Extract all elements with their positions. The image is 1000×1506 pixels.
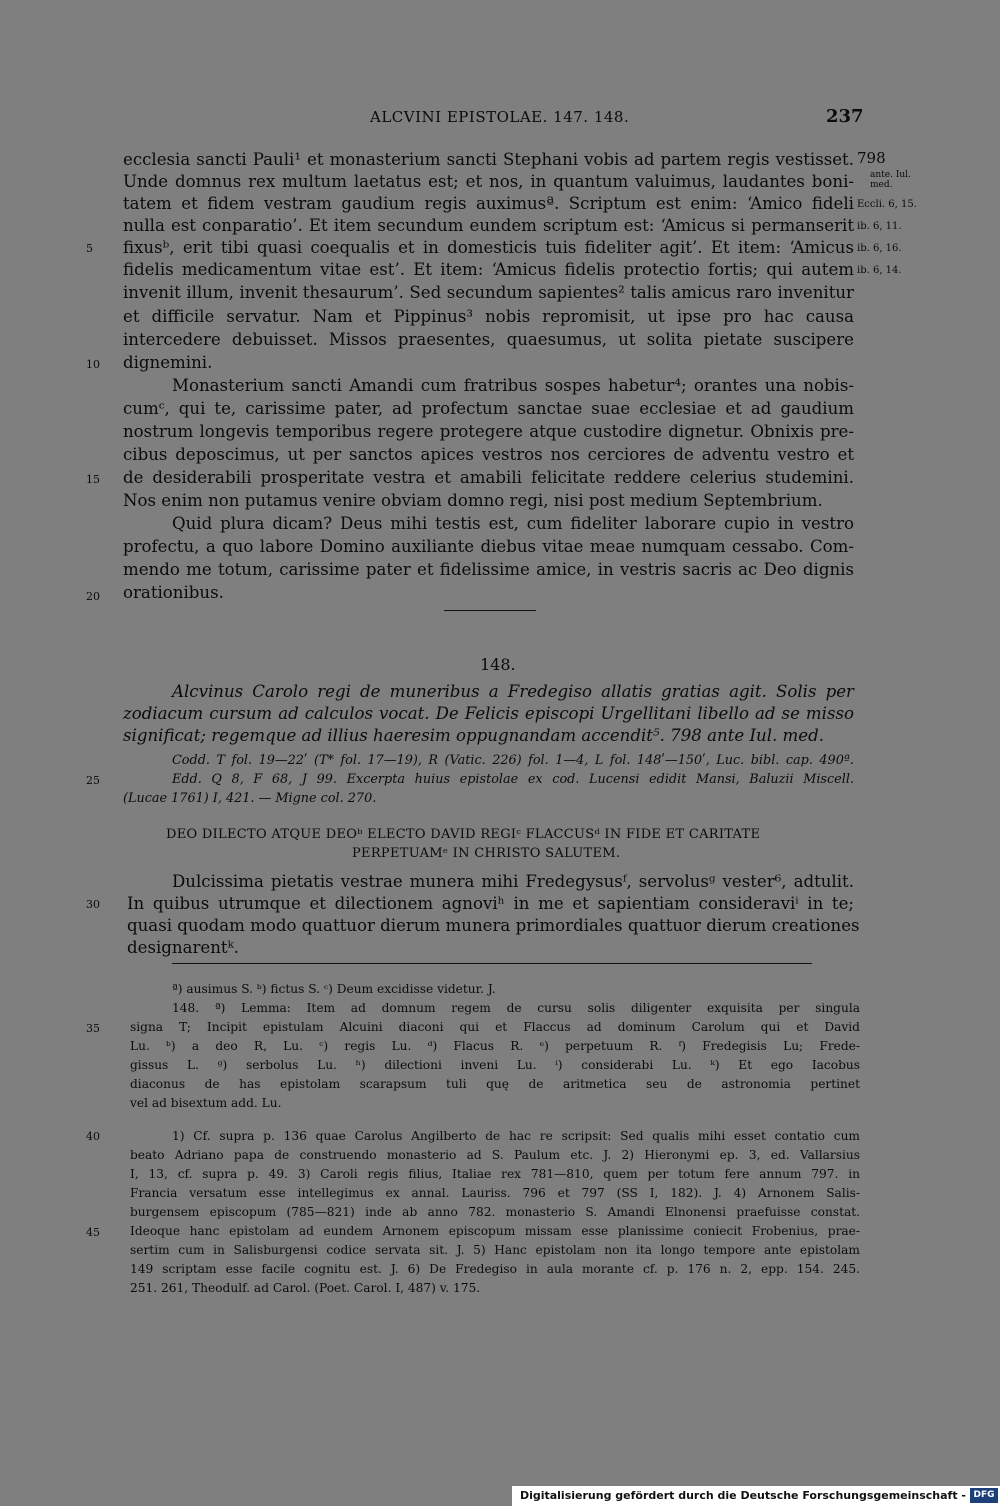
line-number: 10 — [86, 358, 100, 371]
apparatus-line: diaconus de has epistolam scarapsum tuli quę de aritmetica seu de astronomia pertinet — [130, 1077, 860, 1091]
codices-line: (Lucae 1761) I, 421. — Migne col. 270. — [123, 791, 377, 806]
margin-reference: ib. 6, 11. — [857, 221, 902, 232]
body-line: dignemini. — [123, 353, 213, 372]
body-line: et difficile servatur. Nam et Pippinus³ nobis repromisit, ut ipse pro hac causa — [123, 307, 854, 326]
line-number: 40 — [86, 1130, 100, 1143]
margin-date: ante. Iul. med. — [870, 170, 911, 190]
body-line: invenit illum, invenit thesaurum’. Sed secundum sapientes² talis amicus raro invenitur — [123, 283, 854, 302]
body-line: de desiderabili prosperitate vestra et amabili felicitate reddere celerius studemini. — [123, 468, 854, 487]
apparatus-line: signa T; Incipit epistulam Alcuini diaconi qui et Flaccus ad dominum Carolum qui et David — [130, 1020, 860, 1034]
body-line: intercedere debuisset. Missos praesentes, quaesumus, ut solita pietate suscipere — [123, 330, 854, 349]
summary-line: Alcvinus Carolo regi de muneribus a Fredegiso allatis gratias agit. Solis per — [172, 682, 854, 701]
letter-number: 148. — [480, 655, 516, 674]
funding-text: Digitalisierung gefördert durch die Deutsche Forschungsgemeinschaft - — [519, 1489, 966, 1502]
footnote-line: 1) Cf. supra p. 136 quae Carolus Angilberto de hac re scripsit: Sed qualis mihi esset contatio cum — [172, 1129, 860, 1143]
line-number: 25 — [86, 774, 100, 787]
body-line: profectu, a quo labore Domino auxiliante diebus vitae meae numquam cessabo. Com- — [123, 537, 854, 556]
body-line: Monasterium sancti Amandi cum fratribus sospes habetur⁴; orantes una nobis- — [172, 376, 854, 395]
apparatus-line: ª) ausimus S. ᵇ) fictus S. ᶜ) Deum excidisse videtur. J. — [172, 982, 496, 996]
body-line: fixusᵇ, erit tibi quasi coequalis et in domesticis tuis fideliter agit’. Et item: ‘Amicus — [123, 238, 854, 257]
funding-footer — [512, 1486, 1000, 1506]
body-line: Unde domnus rex multum laetatus est; et nos, in quantum valuimus, laudantes boni- — [123, 172, 854, 191]
margin-year: 798 — [857, 149, 886, 167]
apparatus-line: Lu. ᵇ) a deo R, Lu. ᶜ) regis Lu. ᵈ) Flacus R. ᵉ) perpetuum R. ᶠ) Fredegisis Lu; Frede- — [130, 1039, 860, 1053]
footnote-line: burgensem episcopum (785—821) inde ab anno 782. monasterio S. Amandi Elnonensi praefuisse constat. — [130, 1205, 860, 1219]
summary-line: significat; regemque ad illius haeresim oppugnandam accendit⁵. 798 ante Iul. med. — [123, 726, 825, 745]
line-number: 45 — [86, 1226, 100, 1239]
apparatus-line: 148. ª) Lemma: Item ad domnum regem de cursu solis diligenter exquisita per singula — [172, 1001, 860, 1015]
letter-text-line: quasi quodam modo quattuor dierum munera primordiales quattuor dierum creationes — [127, 916, 860, 935]
apparatus-divider — [172, 963, 812, 964]
footnote-line: Francia versatum esse intellegimus ex annal. Lauriss. 796 et 797 (SS I, 182). J. 4) Arnonem Salis- — [130, 1186, 860, 1200]
line-number: 20 — [86, 590, 100, 603]
footnote-line: Ideoque hanc epistolam ad eundem Arnonem episcopum missam esse planissime coniecit Frobenius, prae- — [130, 1224, 860, 1238]
codices-line: Codd. T fol. 19—22ʹ (T* fol. 17—19), R (Vatic. 226) fol. 1—4, L fol. 148ʹ—150ʹ, Luc. bibl. cap. 490ª. — [172, 753, 854, 768]
body-line: Quid plura dicam? Deus mihi testis est, cum fideliter laborare cupio in vestro — [172, 514, 854, 533]
line-number: 5 — [86, 242, 93, 255]
address-line: DEO DILECTO ATQUE DEOᵇ ELECTO DAVID REGIᶜ FLACCUSᵈ IN FIDE ET CARITATE — [166, 827, 761, 842]
running-title: ALCVINI EPISTOLAE. 147. 148. — [370, 108, 630, 126]
footnote-line: 149 scriptam esse facile cognitu est. J. 6) De Fredegiso in aula morante cf. p. 176 n. 2, epp. 154. 245. — [130, 1262, 860, 1276]
apparatus-line: gissus L. ᵍ) serbolus Lu. ʰ) dilectioni inveni Lu. ⁱ) considerabi Lu. ᵏ) Et ego Iacobus — [130, 1058, 860, 1072]
footnote-line: 251. 261, Theodulf. ad Carol. (Poet. Carol. I, 487) v. 175. — [130, 1281, 481, 1295]
dfg-logo: DFG — [970, 1488, 998, 1503]
margin-reference: ib. 6, 16. — [857, 243, 902, 254]
body-line: cumᶜ, qui te, carissime pater, ad profectum sanctae suae ecclesiae et ad gaudium — [123, 399, 854, 418]
letter-text-line: In quibus utrumque et dilectionem agnoviʰ in me et sapientiam consideraviⁱ in te; — [127, 894, 854, 913]
address-line: PERPETUAMᵉ IN CHRISTO SALUTEM. — [352, 846, 621, 861]
margin-reference: ib. 6, 14. — [857, 265, 902, 276]
body-line: ecclesia sancti Pauli¹ et monasterium sancti Stephani vobis ad partem regis vestisset. — [123, 150, 854, 169]
codices-line: Edd. Q 8, F 68, J 99. Excerpta huius epistolae ex cod. Lucensi edidit Mansi, Baluzii Miscell. — [172, 772, 854, 787]
line-number: 15 — [86, 473, 100, 486]
footnote-line: I, 13, cf. supra p. 49. 3) Caroli regis filius, Italiae rex 781—810, quem per totum fere annum 797. in — [130, 1167, 860, 1181]
body-line: tatem et fidem vestram gaudium regis auximusª. Scriptum est enim: ‘Amico fideli — [123, 194, 854, 213]
body-line: nostrum longevis temporibus regere protegere atque custodire dignetur. Obnixis pre- — [123, 422, 854, 441]
apparatus-line: vel ad bisextum add. Lu. — [130, 1096, 282, 1110]
body-line: mendo me totum, carissime pater et fidelissime amice, in vestris sacris ac Deo dignis — [123, 560, 854, 579]
margin-reference: Eccli. 6, 15. — [857, 199, 917, 210]
letter-text-line: designarentᵏ. — [127, 938, 239, 957]
line-number: 35 — [86, 1022, 100, 1035]
section-divider — [444, 610, 536, 611]
line-number: 30 — [86, 898, 100, 911]
body-line: nulla est conparatio’. Et item secundum eundem scriptum est: ‘Amicus si permanserit — [123, 216, 854, 235]
body-line: cibus deposcimus, ut per sanctos apices vestros nos cerciores de adventu vestro et — [123, 445, 854, 464]
summary-line: zodiacum cursum ad calculos vocat. De Felicis episcopi Urgellitani libello ad se misso — [123, 704, 854, 723]
body-line: orationibus. — [123, 583, 224, 602]
letter-text-line: Dulcissima pietatis vestrae munera mihi Fredegysusᶠ, servolusᵍ vester⁶, adtulit. — [172, 872, 854, 891]
body-line: fidelis medicamentum vitae est’. Et item: ‘Amicus fidelis protectio fortis; qui autem — [123, 260, 854, 279]
footnote-line: beato Adriano papa de construendo monasterio ad S. Paulum etc. J. 2) Hieronymi ep. 3, ed. Vallarsius — [130, 1148, 860, 1162]
footnote-line: sertim cum in Salisburgensi codice servata sit. J. 5) Hanc epistolam non ita longo tempore ante epistolam — [130, 1243, 860, 1257]
page-number: 237 — [826, 106, 864, 127]
body-line: Nos enim non putamus venire obviam domno regi, nisi post medium Septembrium. — [123, 491, 823, 510]
